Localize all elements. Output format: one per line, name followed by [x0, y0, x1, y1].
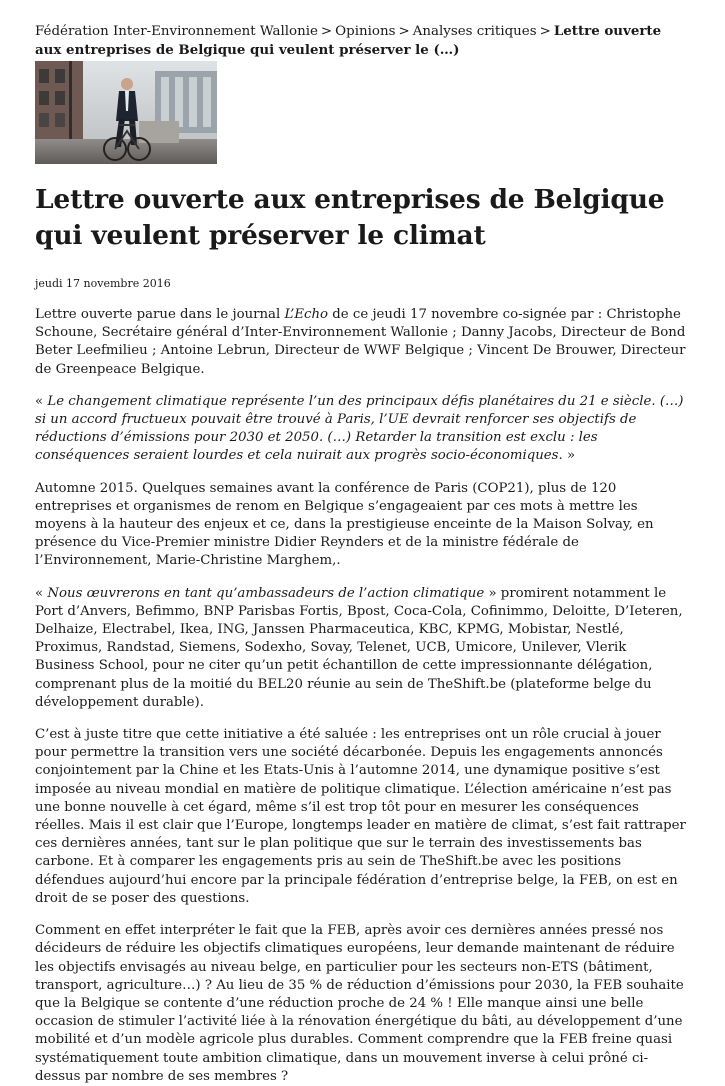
p4-open: « [35, 585, 48, 601]
breadcrumb-separator: > [398, 24, 410, 39]
article-paragraph-4 [35, 585, 690, 712]
breadcrumb-link-opinions[interactable]: Opinions [335, 24, 396, 39]
intro-journal-name: L’Echo [284, 307, 329, 322]
intro-text-before: Lettre ouverte parue dans le journal [35, 307, 285, 322]
article-intro [35, 306, 690, 379]
breadcrumb-separator: > [320, 24, 333, 39]
quote-close: » [562, 448, 576, 464]
breadcrumb-link-home[interactable]: Fédération Inter-Environnement Wallonie [35, 24, 318, 39]
article-date: jeudi 17 novembre 2016 [35, 277, 171, 290]
breadcrumb-current: Lettre ouverte aux entreprises de Belgique qui veulent préserver le (…) [35, 23, 662, 58]
breadcrumb-separator: > [539, 24, 551, 39]
breadcrumb [35, 22, 690, 60]
article-photo [35, 61, 217, 164]
article-quote [35, 393, 690, 466]
article-paragraph-5: C’est à juste titre que cette initiative a été saluée : les entreprises ont un rôle crucial à jouer pour permettre la transition vers une société décarbonée. Depuis les engagements annoncés conjointement par la Chine et les Etats-Unis à l’automne 2014, une dynamique positive s’est imposée au niveau mondial en matière de politique climatique. L’élection américaine n’est pas une bonne nouvelle à cet égard, même s’il est trop tôt pour en mesurer les conséquences réelles. Mais il est clair que l’Europe, longtemps leader en matière de climat, s’est fait rattraper ces dernières années, tant sur le plan politique que sur le terrain des investissements bas carbone. Et à comparer les engagements pris au sein de TheShift.be avec les positions défendues aujourd’hui encore par la principale fédération d’entreprise belge, la FEB, on est en droit de se poser des questions. [35, 727, 686, 906]
p4-text: » promirent notamment le Port d’Anvers, Befimmo, BNP Parisbas Fortis, Bpost, Coca-Cola, Cofinimmo, Deloitte, D’Ieteren, Delhaize, Electrabel, Ikea, ING, Janssen Pharmaceutica, KBC, KPMG, Mobistar, Nestlé, Proximus, Randstad, Siemens, Sodexho, Sovay, Telenet, UCB, Umicore, Unilever, Vlerik Business School, pour ne citer qu’un petit échantillon de cette impressionnante délégation, comprenant plus de la moitié du BEL20 réunie au sein de TheShift.be (plateforme belge du développement durable). [35, 585, 683, 710]
quote-open: « [35, 393, 48, 409]
article-title: Lettre ouverte aux entreprises de Belgique qui veulent préserver le climat [35, 184, 665, 251]
intro-text-after: de ce jeudi 17 novembre co-signée par : Christophe Schoune, Secrétaire général d’Inter-Environnement Wallonie ; Danny Jacobs, Directeur de Bond Beter Leefmilieu ; Antoine Lebrun, Directeur de WWF Belgique ; Vincent De Brouwer, Directeur de Greenpeace Belgique. [35, 307, 686, 377]
article-paragraph-6: Comment en effet interpréter le fait que la FEB, après avoir ces dernières années pressé nos décideurs de réduire les objectifs climatiques européens, leur demande maintenant de réduire les objectifs envisagés au niveau belge, en particulier pour les secteurs non-ETS (bâtiment, transport, agriculture…) ? Au lieu de 35 % de réduction d’émissions pour 2030, la FEB souhaite que la Belgique se contente d’une réduction proche de 24 % ! Elle manque ainsi une belle occasion de stimuler l’activité liée à la rénovation énergétique du bâti, au développement d’une mobilité et d’un modèle agricole plus durables. Comment comprendre que la FEB freine quasi systématiquement toute ambition climatique, dans un mouvement inverse à celui prôné ci-dessus par nombre de ses membres ? [35, 923, 684, 1084]
breadcrumb-link-analyses[interactable]: Analyses critiques [412, 24, 537, 39]
article-page [35, 22, 690, 1086]
p4-quote: Nous œuvrerons en tant qu’ambassadeurs de l’action climatique [47, 585, 485, 601]
article-paragraph-3: Automne 2015. Quelques semaines avant la conférence de Paris (COP21), plus de 120 entreprises et organismes de renom en Belgique s’engageaient par ces mots à mettre les moyens à la hauteur des enjeux et ce, dans la prestigieuse enceinte de la Maison Solvay, en présence du Vice-Premier ministre Didier Reynders et de la ministre fédérale de l’Environnement, Marie-Christine Marghem,. [35, 480, 654, 569]
quote-text: Le changement climatique représente l’un des principaux défis planétaires du 21 e siècle. (…) si un accord fructueux pouvait être trouvé à Paris, l’UE devrait renforcer ses objectifs de réductions d’émissions pour 2030 et 2050. (…) Retarder la transition est exclu : les conséquences seraient lourdes et cela nuirait aux progrès socio-économiques. [35, 393, 684, 464]
